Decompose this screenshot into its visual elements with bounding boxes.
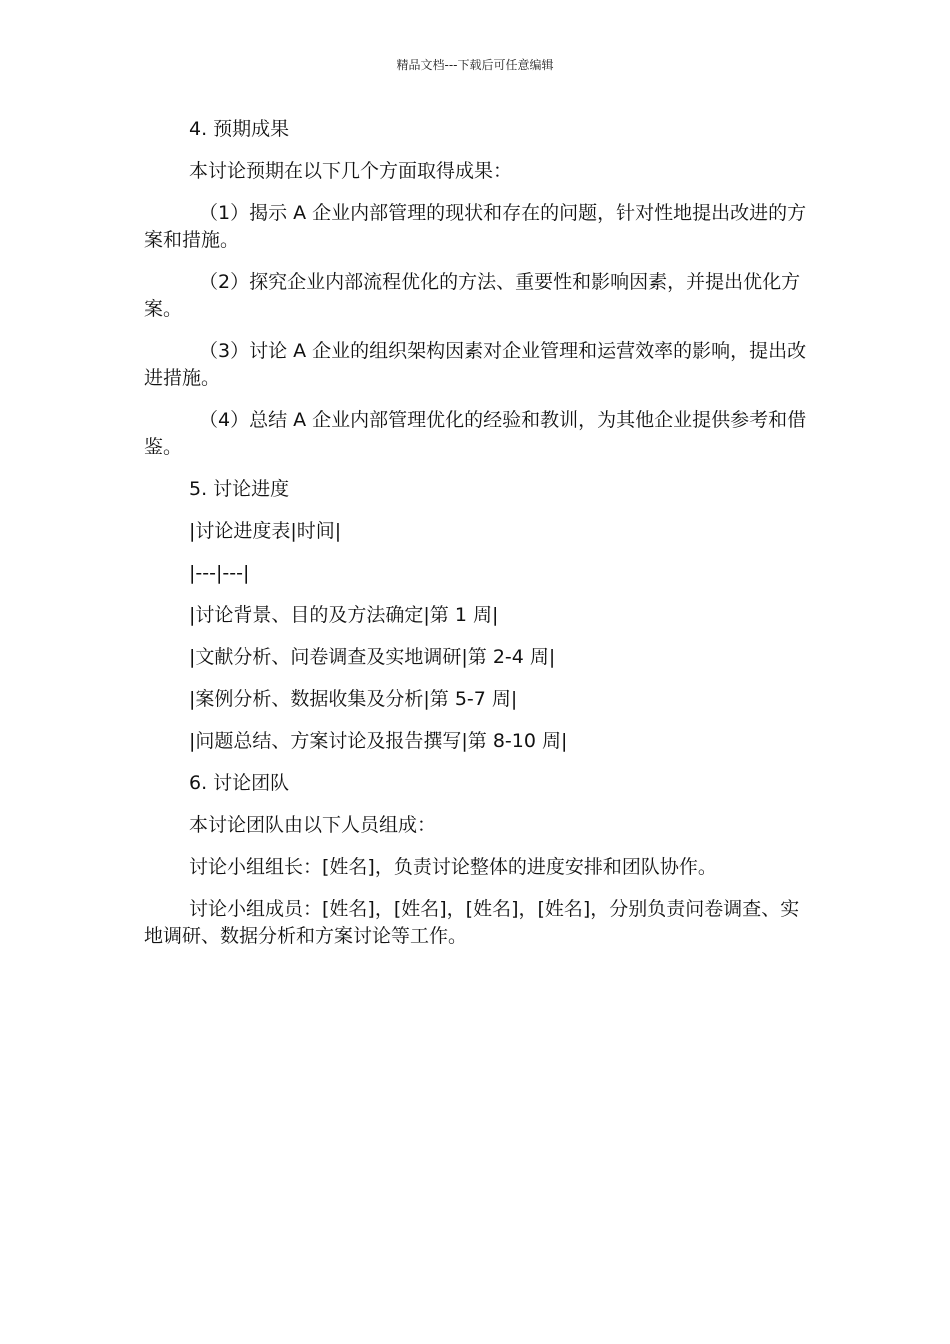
expected-result-item: （3）讨论 A 企业的组织架构因素对企业管理和运营效率的影响，提出改进措施。 xyxy=(144,340,807,389)
expected-result-item: （2）探究企业内部流程优化的方法、重要性和影响因素，并提出优化方案。 xyxy=(144,271,801,320)
section-heading-team: 6. 讨论团队 xyxy=(189,772,290,794)
schedule-row: |讨论进度表|时间| xyxy=(189,520,342,542)
schedule-row: |文献分析、问卷调查及实地调研|第 2-4 周| xyxy=(189,646,556,668)
expected-results-intro: 本讨论预期在以下几个方面取得成果： xyxy=(189,160,513,182)
team-intro: 本讨论团队由以下人员组成： xyxy=(189,814,437,836)
team-members: 讨论小组成员：[姓名]，[姓名]，[姓名]，[姓名]，分别负责问卷调查、实地调研、数据分析和方案讨论等工作。 xyxy=(144,898,800,947)
schedule-row: |---|---| xyxy=(189,562,250,584)
schedule-row: |案例分析、数据收集及分析|第 5-7 周| xyxy=(189,688,518,710)
document-body xyxy=(144,116,810,965)
schedule-row: |问题总结、方案讨论及报告撰写|第 8-10 周| xyxy=(189,730,568,752)
team-leader: 讨论小组组长：[姓名]，负责讨论整体的进度安排和团队协作。 xyxy=(189,856,717,878)
section-heading-schedule: 5. 讨论进度 xyxy=(189,478,290,500)
section-heading-expected-results: 4. 预期成果 xyxy=(189,118,290,140)
expected-result-item: （1）揭示 A 企业内部管理的现状和存在的问题，针对性地提出改进的方案和措施。 xyxy=(144,202,807,251)
page-header: 精品文档---下载后可任意编辑 xyxy=(396,58,554,72)
expected-result-item: （4）总结 A 企业内部管理优化的经验和教训，为其他企业提供参考和借鉴。 xyxy=(144,409,807,458)
schedule-row: |讨论背景、目的及方法确定|第 1 周| xyxy=(189,604,499,626)
